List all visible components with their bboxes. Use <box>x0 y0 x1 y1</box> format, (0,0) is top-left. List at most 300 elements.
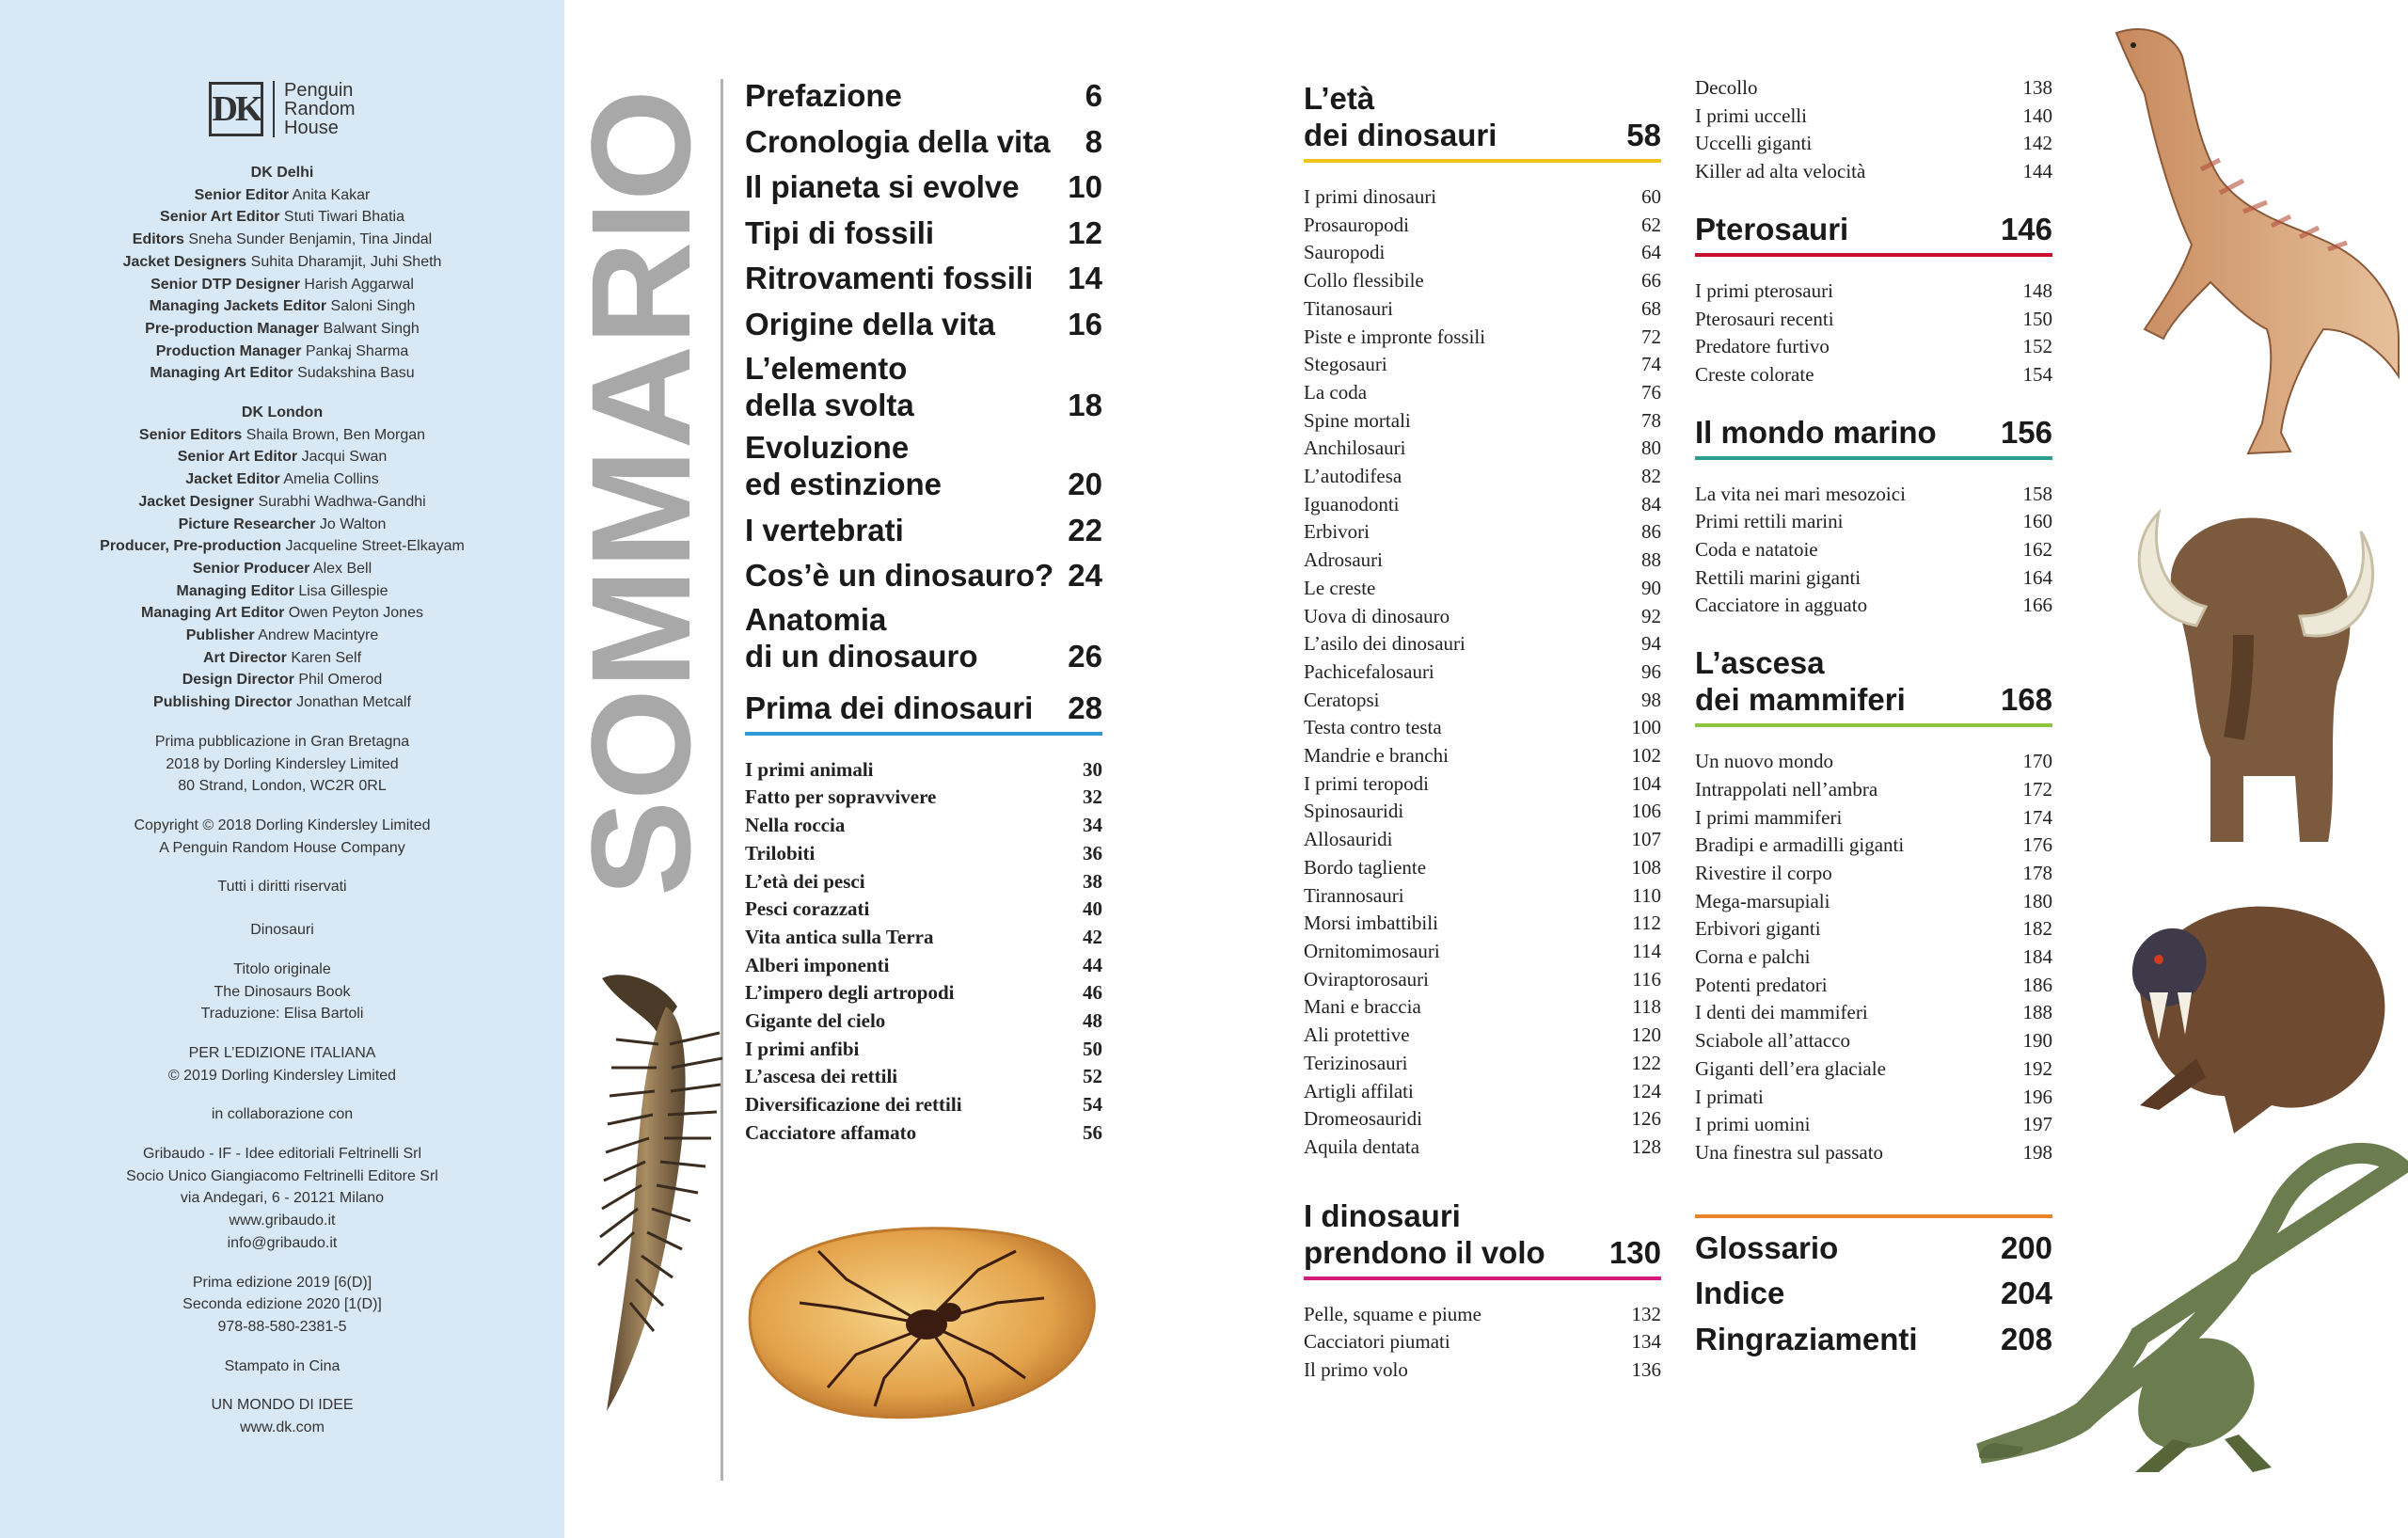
toc-entry-label: Stegosauri <box>1304 353 1387 376</box>
toc-entry-page: 18 <box>1068 387 1102 422</box>
toc-entry-page: 112 <box>1632 912 1661 935</box>
toc-entry[interactable] <box>1304 212 1661 240</box>
section-list-prima <box>745 756 1102 1148</box>
first-publication-line: 2018 by Dorling Kindersley Limited <box>166 755 399 772</box>
credit-line <box>85 602 480 625</box>
toc-entry[interactable] <box>745 868 1102 896</box>
toc-entry-page: 110 <box>1632 883 1661 907</box>
toc-entry-label: I primi pterosauri <box>1695 278 1833 302</box>
section-title: L’ascesa <box>1695 645 1825 681</box>
publisher-address-line: info@gribaudo.it <box>227 1234 338 1251</box>
toc-entry[interactable] <box>745 350 1102 423</box>
toc-entry[interactable] <box>1304 379 1661 407</box>
publisher-address-line: www.gribaudo.it <box>229 1213 336 1229</box>
toc-entry-label: Anchilosauri <box>1304 436 1406 460</box>
toc-entry[interactable] <box>1695 592 2052 620</box>
toc-entry-page: 174 <box>2022 805 2052 829</box>
credit-role: Art Director <box>202 649 287 666</box>
section-rule <box>1695 723 2052 727</box>
toc-entry[interactable] <box>1695 277 2052 306</box>
toc-entry[interactable] <box>745 601 1102 674</box>
toc-entry[interactable] <box>1695 943 2052 972</box>
toc-entry[interactable] <box>1304 1301 1661 1329</box>
toc-entry-label: La vita nei mari mesozoici <box>1695 482 1906 505</box>
toc-entry-label: Sciabole all’attacco <box>1695 1029 1850 1053</box>
credit-name: Amelia Collins <box>283 471 379 488</box>
credit-role: Pre-production Manager <box>145 320 320 337</box>
toc-entry[interactable] <box>745 952 1102 980</box>
toc-entry-label: Nella roccia <box>745 814 846 837</box>
section-title: I dinosauri <box>1304 1197 1461 1233</box>
toc-entry[interactable] <box>1304 714 1661 742</box>
section-heading-mammiferi[interactable] <box>1695 644 2052 723</box>
credit-name: Shaila Brown, Ben Morgan <box>246 426 426 443</box>
toc-entry-page: 54 <box>1083 1093 1102 1117</box>
toc-entry-page: 132 <box>1631 1302 1661 1325</box>
credit-role: Senior Editors <box>138 426 243 443</box>
rights-line: Tutti i diritti riservati <box>217 879 347 896</box>
book-title: Dinosauri <box>250 922 314 939</box>
toc-entry-page: 106 <box>1631 800 1661 823</box>
toc-entry-page: 20 <box>1068 466 1102 501</box>
toc-entry[interactable] <box>1695 748 2052 776</box>
credit-name: Karen Self <box>291 649 362 666</box>
section-page: 168 <box>2000 682 2052 718</box>
toc-entry[interactable] <box>745 508 1102 554</box>
toc-column-1 <box>745 73 1102 1148</box>
credit-role: Production Manager <box>155 342 302 359</box>
toc-entry[interactable] <box>1695 776 2052 804</box>
toc-entry-page: 50 <box>1083 1037 1102 1060</box>
toc-entry-label: Evoluzione <box>745 429 910 465</box>
toc-entry-page: 176 <box>2022 833 2052 857</box>
toc-entry[interactable] <box>745 1091 1102 1119</box>
toc-entry-page: 152 <box>2022 335 2052 358</box>
toc-entry-label: Giganti dell’era glaciale <box>1695 1056 1886 1080</box>
toc-entry[interactable] <box>1304 435 1661 463</box>
toc-entry-page: 107 <box>1631 828 1661 851</box>
credit-line <box>85 446 480 468</box>
toc-entry-page: 100 <box>1631 716 1661 739</box>
credit-role: Senior Producer <box>192 560 310 577</box>
toc-entry[interactable] <box>1304 1050 1661 1078</box>
toc-entry-label: Intrappolati nell’ambra <box>1695 777 1878 801</box>
toc-entry-label: Ritrovamenti fossili <box>745 261 1034 296</box>
toc-entry-page: 182 <box>2022 917 2052 941</box>
toc-entry[interactable] <box>1695 804 2052 832</box>
toc-entry[interactable] <box>1695 130 2052 158</box>
toc-entry-label: Prefazione <box>745 78 902 113</box>
toc-entry[interactable] <box>1304 826 1661 854</box>
toc-entry-label: Cos’è un dinosauro? <box>745 558 1054 594</box>
toc-entry[interactable] <box>1304 603 1661 631</box>
toc-entry[interactable] <box>1695 860 2052 888</box>
toc-entry[interactable] <box>745 784 1102 812</box>
credit-role: Senior Editor <box>194 186 290 203</box>
toc-entry[interactable] <box>1304 770 1661 799</box>
toc-entry-label: Killer ad alta velocità <box>1695 160 1866 183</box>
logo-line: House <box>284 118 339 138</box>
toc-entry-label: Le creste <box>1304 576 1376 599</box>
section-heading-marino[interactable] <box>1695 414 2052 456</box>
toc-entry-label: ed estinzione <box>745 466 943 501</box>
toc-entry-page: 80 <box>1641 436 1661 460</box>
toc-entry[interactable] <box>1304 910 1661 938</box>
credits-section-heading: DK Delhi <box>250 165 314 181</box>
toc-entry-page: 62 <box>1641 213 1661 236</box>
credit-name: Balwant Singh <box>323 320 420 337</box>
section-heading-volo[interactable] <box>1304 1197 1661 1276</box>
credit-line <box>85 691 480 714</box>
toc-entry-label: Testa contro testa <box>1304 716 1442 739</box>
credit-line <box>85 295 480 318</box>
toc-entry[interactable] <box>745 211 1102 257</box>
toc-entry-page: 200 <box>2000 1229 2052 1265</box>
toc-entry-label: Allosauridi <box>1304 828 1393 851</box>
credit-name: Lisa Gillespie <box>298 582 388 599</box>
toc-entry[interactable] <box>1304 1105 1661 1134</box>
toc-entry[interactable] <box>745 756 1102 785</box>
toc-entry-label: Predatore furtivo <box>1695 335 1830 358</box>
credit-name: Pankaj Sharma <box>305 342 409 359</box>
credit-name: Harish Aggarwal <box>304 276 414 293</box>
toc-entry-label: Iguanodonti <box>1304 492 1400 515</box>
toc-entry-label: I primi dinosauri <box>1304 185 1437 208</box>
toc-entry[interactable] <box>1304 1022 1661 1050</box>
credit-line <box>85 229 480 251</box>
toc-entry[interactable] <box>1695 158 2052 186</box>
toc-entry-label: Glossario <box>1695 1229 1839 1265</box>
toc-entry-page: 12 <box>1068 214 1102 250</box>
toc-entry[interactable] <box>1695 915 2052 943</box>
toc-entry[interactable] <box>745 429 1102 502</box>
logo-line: Random <box>284 99 356 119</box>
toc-entry-label: della svolta <box>745 387 914 422</box>
section-list-mammiferi <box>1695 748 2052 1167</box>
edition-line: Prima edizione 2019 [6(D)] <box>192 1274 372 1291</box>
toc-entry-page: 92 <box>1641 604 1661 627</box>
toc-entry[interactable] <box>1695 361 2052 389</box>
credit-name: Anita Kakar <box>292 186 371 203</box>
toc-entry[interactable] <box>745 1036 1102 1064</box>
section-title: prendono il volo <box>1304 1234 1545 1270</box>
credit-name: Jonathan Metcalf <box>296 694 411 711</box>
section-heading-prima[interactable] <box>745 690 1102 732</box>
toc-entry-page: 126 <box>1631 1107 1661 1131</box>
toc-entry-label: L’età dei pesci <box>745 869 865 893</box>
toc-entry[interactable] <box>1695 306 2052 334</box>
toc-entry[interactable] <box>1304 295 1661 324</box>
credit-line <box>85 535 480 558</box>
toc-entry-label: Spine mortali <box>1304 408 1411 432</box>
credit-name: Jo Walton <box>319 515 387 532</box>
copyright-line: A Penguin Random House Company <box>159 839 405 856</box>
toc-entry-label: Vita antica sulla Terra <box>745 925 934 948</box>
toc-entry-page: 86 <box>1641 520 1661 544</box>
section-list-marino <box>1695 481 2052 621</box>
toc-entry-page: 52 <box>1083 1065 1102 1088</box>
credit-name: Alex Bell <box>312 560 372 577</box>
credit-role: Publishing Director <box>153 694 293 711</box>
toc-entry[interactable] <box>1304 491 1661 519</box>
toc-entry[interactable] <box>745 1119 1102 1148</box>
toc-entry[interactable] <box>1304 407 1661 436</box>
toc-entry-label: I primi uccelli <box>1695 103 1807 127</box>
toc-entry-label: I vertebrati <box>745 512 904 547</box>
toc-entry-page: 44 <box>1083 953 1102 976</box>
credit-role: Senior DTP Designer <box>150 276 300 293</box>
toc-entry-page: 48 <box>1083 1009 1102 1033</box>
credit-line <box>85 274 480 296</box>
italian-edition-line: © 2019 Dorling Kindersley Limited <box>167 1067 397 1084</box>
toc-entry-label: I denti dei mammiferi <box>1695 1001 1868 1024</box>
toc-entry-page: 120 <box>1631 1023 1661 1047</box>
credit-line <box>85 625 480 647</box>
toc-entry-page: 114 <box>1632 939 1661 962</box>
toc-entry[interactable] <box>1695 536 2052 564</box>
toc-entry-label: Indice <box>1695 1276 1785 1311</box>
toc-entry[interactable] <box>1695 832 2052 860</box>
credit-name: Phil Omerod <box>298 672 383 689</box>
toc-entry[interactable] <box>1695 74 2052 103</box>
toc-entry-label: Spinosauridi <box>1304 800 1404 823</box>
first-publication-line: 80 Strand, London, WC2R 0RL <box>178 778 387 795</box>
toc-entry[interactable] <box>1304 993 1661 1022</box>
toc-entry-label: Terizinosauri <box>1304 1051 1408 1074</box>
toc-entry[interactable] <box>1304 324 1661 352</box>
section-rule <box>1304 159 1661 163</box>
toc-entry-label: Origine della vita <box>745 306 995 341</box>
toc-entry-page: 192 <box>2022 1056 2052 1080</box>
toc-entry[interactable] <box>745 896 1102 924</box>
toc-entry[interactable] <box>1695 1055 2052 1084</box>
toc-entry-page: 198 <box>2022 1140 2052 1164</box>
toc-entry-label: Cacciatore in agguato <box>1695 594 1868 617</box>
toc-entry-page: 66 <box>1641 269 1661 293</box>
toc-entry-label: Pterosauri recenti <box>1695 307 1834 330</box>
toc-entry-label: Collo flessibile <box>1304 269 1424 293</box>
section-page: 156 <box>2000 414 2052 450</box>
toc-entry-label: Mani e braccia <box>1304 995 1421 1019</box>
toc-entry[interactable] <box>1304 966 1661 994</box>
toc-entry-page: 128 <box>1631 1134 1661 1158</box>
credit-line <box>85 468 480 491</box>
toc-entry[interactable] <box>1304 575 1661 603</box>
toc-entry-label: Trilobiti <box>745 841 816 864</box>
credit-line <box>85 206 480 229</box>
toc-entry-page: 30 <box>1083 757 1102 781</box>
toc-entry-page: 158 <box>2022 482 2052 505</box>
toc-entry-label: I primi mammiferi <box>1695 805 1843 829</box>
amber-spider-illustration <box>734 1213 1110 1435</box>
first-publication-line: Prima pubblicazione in Gran Bretagna <box>154 733 410 750</box>
toc-entry[interactable] <box>745 979 1102 1007</box>
toc-entry[interactable] <box>745 302 1102 348</box>
toc-entry[interactable] <box>1304 183 1661 212</box>
section-heading-ptero[interactable] <box>1695 211 2052 253</box>
mammoth-illustration <box>2102 494 2403 875</box>
toc-entry-label: Una finestra sul passato <box>1695 1140 1884 1164</box>
toc-entry[interactable] <box>1304 463 1661 491</box>
toc-entry[interactable] <box>745 924 1102 952</box>
toc-entry-label: I primi teropodi <box>1304 771 1429 795</box>
toc-entry[interactable] <box>745 256 1102 302</box>
toc-entry[interactable] <box>745 1063 1102 1091</box>
toc-vertical-title <box>562 89 720 898</box>
edition-line: 978-88-580-2381-5 <box>217 1318 347 1335</box>
toc-entry[interactable] <box>1304 267 1661 295</box>
toc-entry[interactable] <box>1695 508 2052 536</box>
toc-entry-page: 76 <box>1641 380 1661 404</box>
toc-entry[interactable] <box>745 553 1102 599</box>
toc-entry-label: Primi rettili marini <box>1695 510 1844 533</box>
section-heading-eta[interactable] <box>1304 80 1661 159</box>
credit-line <box>85 647 480 670</box>
toc-entry-label: Coda e natatoie <box>1695 538 1818 562</box>
toc-entry[interactable] <box>1695 972 2052 1000</box>
credit-line <box>85 318 480 341</box>
toc-entry-label: Adrosauri <box>1304 548 1383 572</box>
toc-entry[interactable] <box>1695 103 2052 131</box>
toc-entry-page: 197 <box>2022 1113 2052 1136</box>
toc-entry-label: Mega-marsupiali <box>1695 889 1830 912</box>
toc-entry-page: 22 <box>1068 512 1102 547</box>
credit-role: Producer, Pre-production <box>100 538 282 555</box>
toc-entry-page: 56 <box>1083 1120 1102 1144</box>
toc-entry[interactable] <box>1304 1078 1661 1106</box>
toc-entry[interactable] <box>1304 547 1661 575</box>
toc-entry-label: Artigli affilati <box>1304 1079 1414 1102</box>
credit-line <box>85 184 480 207</box>
toc-entry[interactable] <box>1304 518 1661 547</box>
toc-entry-page: 8 <box>1085 123 1102 159</box>
toc-entry[interactable] <box>1695 999 2052 1027</box>
toc-entry[interactable] <box>745 840 1102 868</box>
toc-entry-page: 34 <box>1083 814 1102 837</box>
toc-entry[interactable] <box>1304 742 1661 770</box>
toc-entry[interactable] <box>1304 1134 1661 1162</box>
toc-entry-page: 68 <box>1641 296 1661 320</box>
credit-role: Jacket Editor <box>185 471 280 488</box>
toc-entry[interactable] <box>1304 687 1661 715</box>
toc-entry[interactable] <box>1304 938 1661 966</box>
section-title: Pterosauri <box>1695 211 1849 246</box>
toc-entry-page: 180 <box>2022 889 2052 912</box>
trilobite-fossil-illustration <box>564 950 734 1425</box>
toc-entry-page: 60 <box>1641 185 1661 208</box>
toc-entry-page: 16 <box>1068 306 1102 341</box>
collab-line: in collaborazione con <box>211 1106 354 1123</box>
toc-entry[interactable] <box>1304 1356 1661 1385</box>
toc-entry[interactable] <box>1304 882 1661 911</box>
section-title: Il mondo marino <box>1695 414 1937 450</box>
toc-entry-label: Sauropodi <box>1304 241 1386 264</box>
credit-role: Senior Art Editor <box>177 449 298 466</box>
toc-entry[interactable] <box>1695 888 2052 916</box>
toc-entry[interactable] <box>1695 1027 2052 1055</box>
toc-entry[interactable] <box>1695 564 2052 593</box>
toc-entry[interactable] <box>1304 658 1661 687</box>
toc-entry[interactable] <box>1304 630 1661 658</box>
plateosaurus-illustration <box>2088 19 2408 475</box>
section-title: dei mammiferi <box>1695 682 1906 718</box>
toc-entry-label: Aquila dentata <box>1304 1134 1420 1158</box>
section-title: Prima dei dinosauri <box>745 690 1034 725</box>
credit-role: Picture Researcher <box>178 515 316 532</box>
toc-entry-page: 14 <box>1068 261 1102 296</box>
toc-entry-label: Diversificazione dei rettili <box>745 1093 962 1117</box>
toc-entry-page: 134 <box>1631 1330 1661 1354</box>
toc-entry[interactable] <box>1695 333 2052 361</box>
toc-entry-label: Erbivori <box>1304 520 1370 544</box>
toc-entry[interactable] <box>745 1007 1102 1036</box>
toc-entry[interactable] <box>1695 1084 2052 1112</box>
section-list-volo <box>1304 1301 1661 1385</box>
toc-entry-label: Bordo tagliente <box>1304 855 1427 879</box>
toc-entry[interactable] <box>745 119 1102 166</box>
toc-entry-label: L’asilo dei dinosauri <box>1304 632 1465 656</box>
toc-entry-label: Anatomia <box>745 601 887 637</box>
toc-entry[interactable] <box>745 73 1102 119</box>
toc-entry[interactable] <box>745 812 1102 840</box>
toc-entry-page: 108 <box>1631 855 1661 879</box>
section-page: 28 <box>1068 690 1102 725</box>
toc-entry-page: 164 <box>2022 565 2052 589</box>
toc-entry-page: 72 <box>1641 325 1661 348</box>
toc-entry-page: 36 <box>1083 841 1102 864</box>
toc-entry-label: Il pianeta si evolve <box>745 169 1020 205</box>
toc-entry[interactable] <box>1304 239 1661 267</box>
credit-role: Managing Art Editor <box>141 605 285 622</box>
toc-entry-page: 178 <box>2022 861 2052 884</box>
toc-entry-label: Cacciatori piumati <box>1304 1330 1450 1354</box>
toc-entry-label: Rivestire il corpo <box>1695 861 1832 884</box>
credit-line <box>85 251 480 274</box>
toc-entry-label: Potenti predatori <box>1695 973 1828 996</box>
toc-entry[interactable] <box>1304 798 1661 826</box>
credit-name: Sneha Sunder Benjamin, Tina Jindal <box>188 231 433 248</box>
section-rule <box>1695 456 2052 460</box>
toc-entry[interactable] <box>1304 854 1661 882</box>
credit-role: Managing Jackets Editor <box>149 298 327 315</box>
section-page: 146 <box>2000 211 2052 246</box>
section-list-ptero <box>1695 277 2052 389</box>
toc-entry[interactable] <box>1304 1328 1661 1356</box>
original-title-line: Titolo originale <box>233 960 331 977</box>
section-list-eta <box>1304 183 1661 1162</box>
credit-line <box>85 491 480 514</box>
toc-entry-label: Ali protettive <box>1304 1023 1410 1047</box>
toc-entry[interactable] <box>1695 481 2052 509</box>
toc-entry-label: L’ascesa dei rettili <box>745 1065 898 1088</box>
credit-name: Suhita Dharamjit, Juhi Sheth <box>250 253 442 270</box>
toc-entry-label: Morsi imbattibili <box>1304 912 1438 935</box>
publisher-address-line: Gribaudo - IF - Idee editoriali Feltrinelli Srl <box>142 1146 422 1163</box>
section-list-continued <box>1695 74 2052 186</box>
toc-entry[interactable] <box>745 165 1102 211</box>
toc-entry-label: Mandrie e branchi <box>1304 744 1449 768</box>
toc-entry-page: 190 <box>2022 1029 2052 1053</box>
credit-line <box>85 669 480 691</box>
toc-entry-page: 172 <box>2022 777 2052 801</box>
toc-entry-page: 162 <box>2022 538 2052 562</box>
toc-entry[interactable] <box>1304 351 1661 379</box>
toc-entry-label: Rettili marini giganti <box>1695 565 1861 589</box>
toc-entry-label: di un dinosauro <box>745 638 978 674</box>
toc-entry-label: Creste colorate <box>1695 362 1814 386</box>
toc-entry-label: Ceratopsi <box>1304 688 1380 711</box>
toc-entry-label: Ornitomimosauri <box>1304 939 1440 962</box>
